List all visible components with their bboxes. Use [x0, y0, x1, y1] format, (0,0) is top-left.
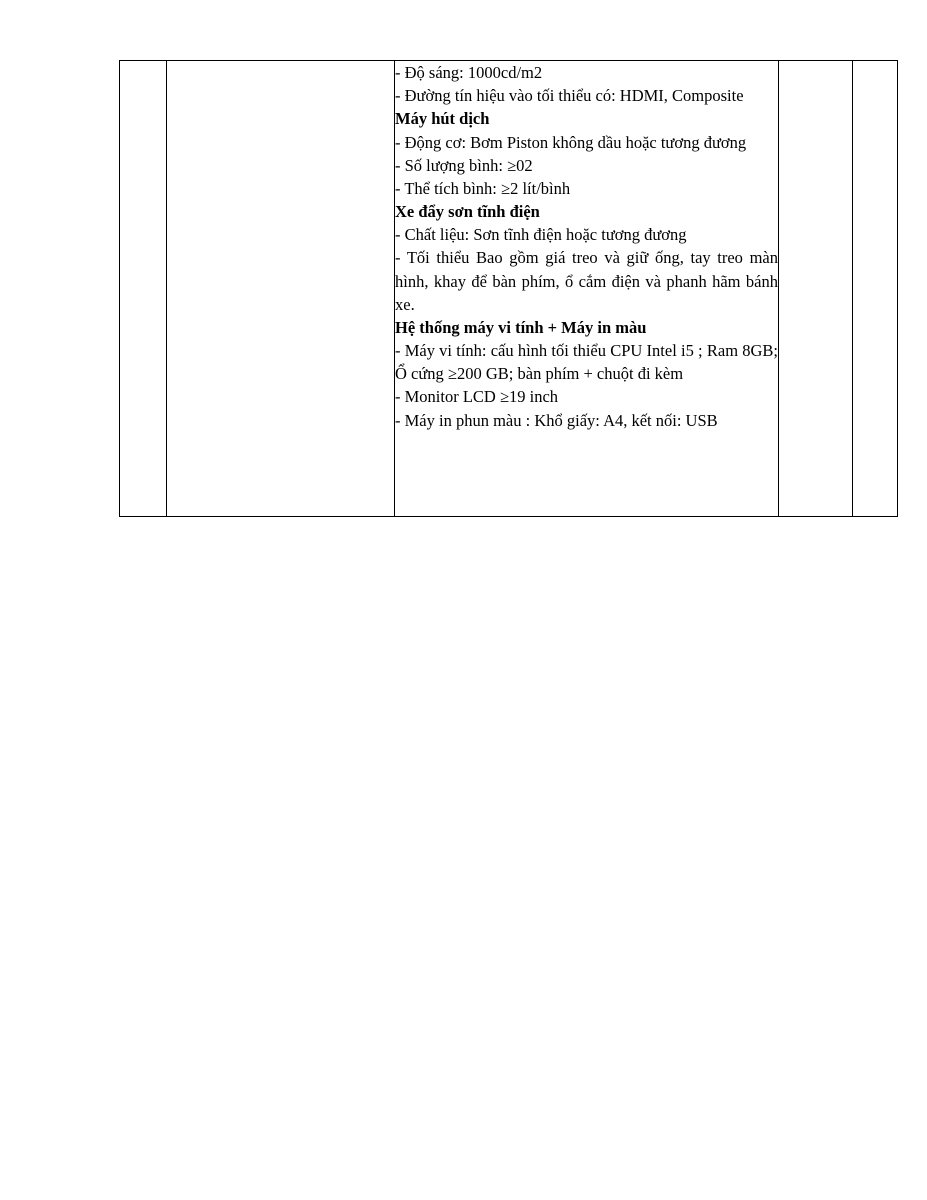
spec-line: - Máy in phun màu : Khổ giấy: A4, kết nối: USB	[395, 410, 718, 430]
table-cell-name	[167, 61, 395, 517]
table-cell-unit	[853, 61, 898, 517]
spec-line: - Số lượng bình: ≥02	[395, 155, 533, 175]
spec-line: - Động cơ: Bơm Piston không dầu hoặc tương đương	[395, 132, 747, 152]
spec-line: - Tối thiểu Bao gồm giá treo và giữ ống, tay treo màn hình, khay để bàn phím, ổ cắm điện và phanh hãm bánh xe.	[395, 248, 778, 314]
spec-heading: Xe đẩy sơn tĩnh điện	[395, 202, 540, 222]
spec-line: - Máy vi tính: cấu hình tối thiểu CPU Intel i5 ; Ram 8GB; Ổ cứng ≥200 GB; bàn phím + chuột đi kèm	[395, 341, 778, 384]
spec-line: - Độ sáng: 1000cd/m2	[395, 63, 543, 82]
specification-list	[395, 61, 778, 432]
table-cell-quantity	[779, 61, 853, 517]
spec-line: - Thể tích bình: ≥2 lít/bình	[395, 178, 571, 198]
spec-line: - Chất liệu: Sơn tĩnh điện hoặc tương đương	[395, 225, 687, 245]
table-cell-index	[120, 61, 167, 517]
table-row	[120, 61, 898, 517]
spec-line: - Đường tín hiệu vào tối thiểu có: HDMI, Composite	[395, 86, 744, 106]
spec-heading: Máy hút dịch	[395, 109, 490, 129]
specification-table	[119, 60, 898, 517]
table-cell-specifications	[395, 61, 779, 517]
spec-line: - Monitor LCD ≥19 inch	[395, 387, 559, 407]
spec-heading: Hệ thống máy vi tính + Máy in màu	[395, 317, 647, 337]
